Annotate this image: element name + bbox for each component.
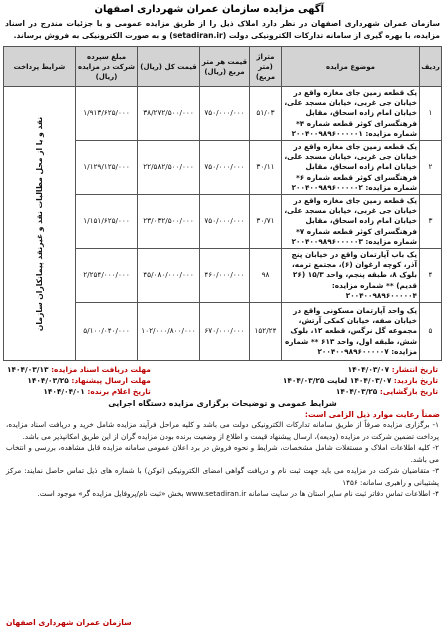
row-number: ۴ xyxy=(420,249,442,303)
row-subject: یک واحد آپارتمان مسکونی واقع در خیابان صفه، خیابان کمکی آرتش، مجموعه گل نرگس، قطعه ۱۲، بلوک شش، طبقه اول، واحد ۶۱۳ ** شماره مزایده: ۲۰۰۴۰۰۹۸۹۶۰۰۰۰۰۷ xyxy=(282,303,420,361)
row-area: ۹۸ xyxy=(250,249,282,303)
row-unit-price: ۷۵۰/۰۰۰/۰۰۰ xyxy=(200,87,250,141)
header-area: متراژ (متر مربع) xyxy=(250,47,282,87)
table-header-row xyxy=(4,47,442,87)
row-total-price: ۲۳/۰۳۲/۵۰۰/۰۰۰ xyxy=(138,195,200,249)
row-area: ۵۱/۰۳ xyxy=(250,87,282,141)
dates-left xyxy=(7,364,151,397)
notes-list xyxy=(3,419,442,500)
row-number: ۵ xyxy=(420,303,442,361)
header-row-number: ردیف xyxy=(420,47,442,87)
dates-block xyxy=(3,364,442,397)
row-area: ۳۰/۷۱ xyxy=(250,195,282,249)
auction-table xyxy=(3,46,442,361)
note-item: ۴- اطلاعات تماس دفاتر ثبت نام سایر استان ها در سایت سامانه www.setadiran.ir بخش «ثبت نام/پروفایل مزایده گر» موجود است. xyxy=(37,489,439,499)
intro-text: سازمان عمران شهرداری اصفهان در نظر دارد املاک ذیل را از طریق مزایده عمومی و با جزئیات مندرج در اسناد مزایده، با بهره گیری از سامانه تدارکات الکترونیکی دولت (setadiran.ir) و به صورت الکترونیکی به فروش برساند. xyxy=(5,19,440,40)
row-deposit: ۱/۱۵۱/۶۲۵/۰۰۰ xyxy=(76,195,138,249)
header-total-price: قیمت کل (ریال) xyxy=(138,47,200,87)
date-item: مهلت دریافت اسناد مزایده: ۱۴۰۴/۰۳/۱۳ xyxy=(7,365,151,375)
dates-right xyxy=(283,364,438,397)
payment-terms: نقد و یا از محل مطالبات نقد و غیرنقد پیمانکاران سازمان xyxy=(4,87,76,361)
table-row xyxy=(4,87,442,141)
row-unit-price: ۶۷۰/۰۰۰/۰۰۰ xyxy=(200,303,250,361)
note-item: ۲- کلیه اطلاعات املاک و مستغلات شامل مشخصات، شرایط و نحوه فروش در برد اعلان عمومی سامانه مزایده قابل مشاهده، بررسی و انتخاب می باشد. xyxy=(6,443,439,464)
notes-subtitle: ضمناً رعایت موارد ذیل الزامی است: xyxy=(304,410,440,420)
row-area: ۳۰/۱۱ xyxy=(250,141,282,195)
header-deposit: مبلغ سپرده شرکت در مزایده (ریال) xyxy=(76,47,138,87)
date-item: مهلت ارسال پیشنهاد: ۱۴۰۴/۰۳/۲۵ xyxy=(27,376,151,386)
banner-title: آگهی مزایده سازمان عمران شهرداری اصفهان xyxy=(3,2,442,18)
row-subject: یک قطعه زمین جای مغازه واقع در خیابان جی غربی، خیابان مسجد علی، خیابان امام زاده اسحاق، مقابل فرهنگسرای کوثر قطعه شماره ۷* شماره مزایده: ۲۰۰۴۰۰۹۸۹۶۰۰۰۰۰۳ xyxy=(282,195,420,249)
footer-org: سازمان عمران شهرداری اصفهان xyxy=(6,618,132,627)
row-subject: یک قطعه زمین جای مغازه واقع در خیابان جی غربی، خیابان مسجد علی، خیابان امام زاده اسحاق، مقابل فرهنگسرای کوثر قطعه شماره ۶* شماره مزایده: ۲۰۰۴۰۰۹۸۹۶۰۰۰۰۰۲ xyxy=(282,141,420,195)
row-area: ۱۵۲/۲۴ xyxy=(250,303,282,361)
row-unit-price: ۴۶۰/۰۰۰/۰۰۰ xyxy=(200,249,250,303)
note-item: ۳- متقاضیان شرکت در مزایده می باید جهت ثبت نام و دریافت گواهی امضای الکترونیکی (توکن) با شماره های ذیل تماس حاصل نمایند: مرکز پشتیبانی و راهبری سامانه: ۱۴۵۶ xyxy=(6,466,439,487)
date-item: تاریخ بازگشایی: ۱۴۰۴/۰۳/۲۵ xyxy=(335,387,438,397)
row-total-price: ۲۲/۵۸۲/۵۰۰/۰۰۰ xyxy=(138,141,200,195)
row-total-price: ۱۰۲/۰۰۰/۸۰۰/۰۰۰ xyxy=(138,303,200,361)
row-total-price: ۴۵/۰۸۰/۰۰۰/۰۰۰ xyxy=(138,249,200,303)
row-unit-price: ۷۵۰/۰۰۰/۰۰۰ xyxy=(200,141,250,195)
row-subject: یک باب آپارتمان واقع در خیابان پنج آذر، کوچه ارغوان (۶)، مجتمع ترمه، بلوک ۸، طبقه پنجم، واحد ۱۵/۳ (۲۶ قدیم) ** شماره مزایده: ۲۰۰۴۰۰۹۸۹۶۰۰۰۰۰۴ xyxy=(282,249,420,303)
row-number: ۳ xyxy=(420,195,442,249)
header-payment-terms: شرایط پرداخت xyxy=(4,47,76,87)
date-item: تاریخ انتشار: ۱۴۰۴/۰۳/۰۷ xyxy=(347,365,438,375)
row-number: ۱ xyxy=(420,87,442,141)
row-deposit: ۵/۱۰۰/۰۴۰/۰۰۰ xyxy=(76,303,138,361)
header-subject: موضوع مزایده xyxy=(282,47,420,87)
row-number: ۲ xyxy=(420,141,442,195)
row-deposit: ۲/۲۵۴/۰۰۰/۰۰۰ xyxy=(76,249,138,303)
notes-title: شرایط عمومی و توضیحات برگزاری مزایده دستگاه اجرایی xyxy=(108,399,337,409)
row-total-price: ۳۸/۲۷۲/۵۰۰/۰۰۰ xyxy=(138,87,200,141)
date-item: تاریخ اعلام برنده: ۱۴۰۴/۰۴/۰۱ xyxy=(43,387,151,397)
row-deposit: ۱/۱۲۹/۱۲۵/۰۰۰ xyxy=(76,141,138,195)
row-unit-price: ۷۵۰/۰۰۰/۰۰۰ xyxy=(200,195,250,249)
note-item: ۱- برگزاری مزایده صرفاً از طریق سامانه تدارکات الکترونیکی دولت می باشد و کلیه مراحل فرآیند مزایده شامل خرید و دریافت اسناد مزایده، پرداخت تضمین شرکت در مزایده (ودیعه)، ارسال پیشنهاد قیمت و اطلاع از وضعیت برنده بودن مزایده گران از این طریق امکانپذیر می باشد. xyxy=(6,420,439,441)
row-deposit: ۱/۹۱۳/۶۲۵/۰۰۰ xyxy=(76,87,138,141)
row-subject: یک قطعه زمین جای مغازه واقع در خیابان جی غربی، خیابان مسجد علی، خیابان امام زاده اسحاق، مقابل فرهنگسرای کوثر قطعه شماره ۴* شماره مزایده: ۲۰۰۴۰۰۹۸۹۶۰۰۰۰۰۱ xyxy=(282,87,420,141)
date-item: تاریخ بازدید: ۱۴۰۴/۰۳/۰۷ لغایت ۱۴۰۴/۰۳/۲۵ xyxy=(282,376,438,386)
header-unit-price: قیمت هر متر مربع (ریال) xyxy=(200,47,250,87)
